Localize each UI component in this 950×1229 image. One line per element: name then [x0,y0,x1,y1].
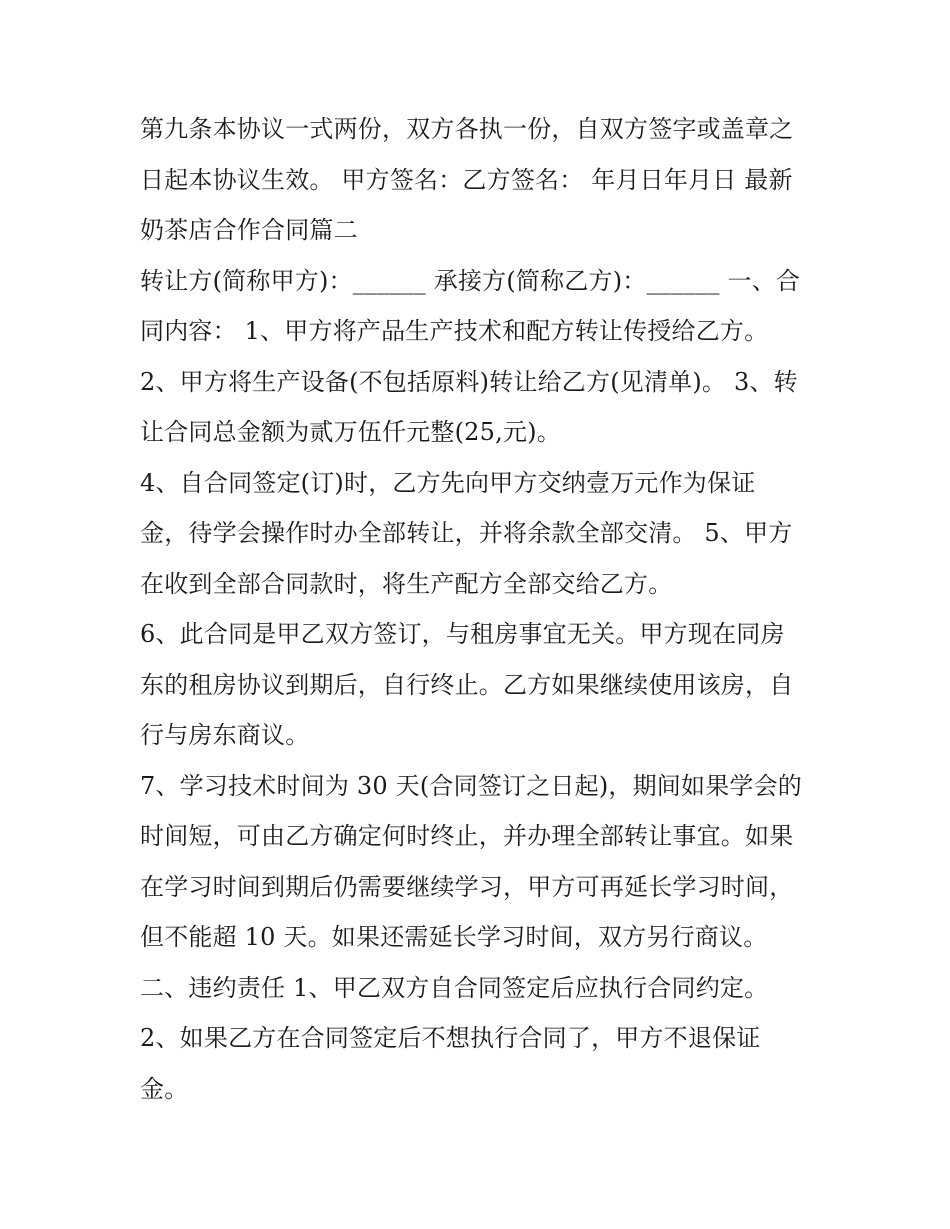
text-line: 东的租房协议到期后，自行终止。乙方如果继续使用该房，自 [140,670,794,699]
text-line: 2、如果乙方在合同签定后不想执行合同了，甲方不退保证 [140,1024,761,1052]
text-line: 行与房东商议。 [140,721,310,749]
text-line: 但不能超 10 天。如果还需延长学习时间，双方另行商议。 [140,923,768,951]
paragraph-parties [140,256,820,357]
text-line: 奶茶店合作合同篇二 [140,216,358,244]
text-line: 在收到全部合同款时，将生产配方全部交给乙方。 [140,569,673,598]
paragraph-breach [140,1013,820,1114]
text-line: 让合同总金额为贰万伍仟元整(25,元)。 [140,418,561,446]
text-line: 6、此合同是甲乙双方签订，与租房事宜无关。甲方现在同房 [140,620,785,648]
paragraph-lease [140,609,820,761]
text-line: 在学习时间到期后仍需要继续学习，甲方可再延长学习时间， [140,872,794,901]
paragraph-agreement-effect [140,104,820,256]
text-line: 时间短，可由乙方确定何时终止，并办理全部转让事宜。如果 [140,822,794,850]
paragraph-liability [140,963,820,1014]
text-line: 4、自合同签定(订)时，乙方先向甲方交纳壹万元作为保证 [140,468,756,497]
paragraph-training-period [140,761,820,963]
text-line: 第九条本协议一式两份，双方各执一份，自双方签字或盖章之 [140,115,794,143]
text-line: 转让方(简称甲方)：______ 承接方(简称乙方)：______ 一、合 [140,266,801,295]
text-line: 2、甲方将生产设备(不包括原料)转让给乙方(见清单)。 3、转 [140,367,798,396]
paragraph-equipment-transfer [140,357,820,458]
text-line: 金，待学会操作时办全部转让，并将余款全部交清。 5、甲方 [140,519,793,547]
text-line: 日起本协议生效。 甲方签名：乙方签名： 年月日年月日 最新 [140,165,793,194]
paragraph-deposit [140,458,820,610]
text-line: 二、违约责任 1、甲乙双方自合同签定后应执行合同约定。 [140,973,769,1002]
text-line: 7、学习技术时间为 30 天(合同签订之日起)，期间如果学会的 [140,771,802,800]
text-line: 金。 [140,1074,189,1103]
text-line: 同内容： 1、甲方将产品生产技术和配方转让传授给乙方。 [140,317,769,345]
document-body [140,104,820,1114]
